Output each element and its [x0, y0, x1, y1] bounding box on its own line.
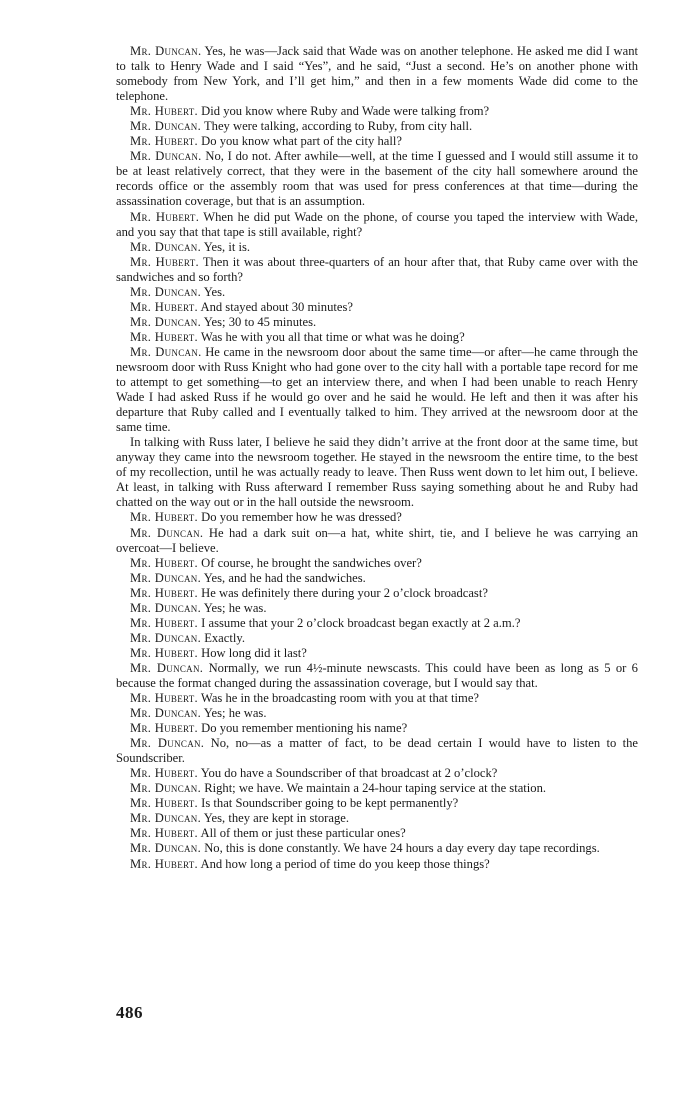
testimony-paragraph: [116, 149, 638, 209]
testimony-text: They were talking, according to Ruby, from city hall.: [201, 119, 473, 134]
testimony-text: And how long a period of time do you keep those things?: [198, 856, 490, 871]
speaker-label: Mr. Hubert.: [130, 209, 200, 224]
testimony-text: How long did it last?: [198, 645, 307, 660]
testimony-text: He was definitely there during your 2 o’clock broadcast?: [198, 585, 488, 600]
testimony-paragraph: [116, 841, 638, 856]
testimony-paragraph: [116, 781, 638, 796]
testimony-text: Do you remember mentioning his name?: [198, 721, 408, 736]
testimony-text: Of course, he brought the sandwiches over?: [198, 555, 422, 570]
speaker-label: Mr. Hubert.: [130, 254, 199, 269]
speaker-label: Mr. Duncan.: [130, 600, 202, 615]
testimony-text: Right; we have. We maintain a 24-hour taping service at the station.: [201, 781, 547, 796]
speaker-label: Mr. Hubert.: [130, 615, 199, 630]
testimony-text: Then it was about three-quarters of an hour after that, that Ruby came over with the sandwiches and so forth?: [116, 254, 638, 284]
testimony-paragraph: [116, 104, 638, 119]
testimony-text: No, no—as a matter of fact, to be dead certain I would have to listen to the Soundscriber.: [116, 736, 639, 766]
testimony-paragraph: [116, 601, 638, 616]
testimony-text: Yes, he was—Jack said that Wade was on another telephone. He asked me did I want to talk to Henry Wade and I said “Yes”, and he said, “Just a second. He’s on another phone with somebody from New York, and I’ll get him,” and then in a few moments Wade did come to the telephone.: [116, 44, 638, 104]
testimony-text: Yes; 30 to 45 minutes.: [201, 314, 317, 329]
testimony-paragraph: [116, 134, 638, 149]
testimony-paragraph: [116, 661, 638, 691]
testimony-text: And stayed about 30 minutes?: [198, 299, 353, 314]
testimony-paragraph: [116, 826, 638, 841]
speaker-label: Mr. Duncan.: [130, 706, 202, 721]
testimony-paragraph: [116, 300, 638, 315]
speaker-label: Mr. Duncan.: [130, 119, 202, 134]
speaker-label: Mr. Duncan.: [130, 630, 202, 645]
speaker-label: Mr. Hubert.: [130, 856, 199, 871]
speaker-label: Mr. Hubert.: [130, 104, 199, 119]
testimony-paragraph: [116, 510, 638, 525]
testimony-paragraph: [116, 255, 638, 285]
testimony-paragraph: [116, 691, 638, 706]
testimony-paragraph: [116, 631, 638, 646]
speaker-label: Mr. Hubert.: [130, 555, 199, 570]
testimony-text: When he did put Wade on the phone, of course you taped the interview with Wade, and you say that that tape is still available, right?: [116, 209, 638, 239]
speaker-label: Mr. Hubert.: [130, 645, 199, 660]
testimony-text: Normally, we run 4½-minute newscasts. This could have been as long as 5 or 6 because the format changed during the assassination coverage, but I would say that.: [116, 660, 638, 690]
testimony-text: Yes; he was.: [201, 706, 267, 721]
testimony-paragraph: [116, 330, 638, 345]
page-number: 486: [116, 1003, 143, 1022]
testimony-text: Is that Soundscriber going to be kept permanently?: [198, 796, 459, 811]
testimony-text: In talking with Russ later, I believe he said they didn’t arrive at the front door at the same time, but anyway they came into the newsroom together. He stayed in the newsroom the entire time, to the best of my recollection, until he was actually ready to leave. Then Russ went down to let him out, I believe. At least, in talking with Russ afterward I remember Russ saying something about he and Ruby had chatted on the way out or in the hall outside the newsroom.: [116, 435, 638, 510]
testimony-text: All of them or just these particular ones?: [198, 826, 406, 841]
testimony-text: Do you remember how he was dressed?: [198, 510, 402, 525]
speaker-label: Mr. Duncan.: [130, 44, 202, 58]
testimony-paragraph: [116, 857, 638, 872]
testimony-text: Yes, it is.: [201, 239, 251, 254]
testimony-text: He had a dark suit on—a hat, white shirt, tie, and I believe he was carrying an overcoat—I believe.: [116, 525, 638, 555]
testimony-paragraph: [116, 240, 638, 255]
speaker-label: Mr. Duncan.: [130, 736, 205, 751]
testimony-text: Yes, and he had the sandwiches.: [201, 570, 366, 585]
speaker-label: Mr. Duncan.: [130, 284, 202, 299]
speaker-label: Mr. Duncan.: [130, 525, 204, 540]
testimony-paragraph: [116, 285, 638, 300]
testimony-text: Yes.: [201, 284, 226, 299]
testimony-text: Yes, they are kept in storage.: [201, 811, 349, 826]
testimony-paragraph: [116, 526, 638, 556]
speaker-label: Mr. Duncan.: [130, 239, 202, 254]
speaker-label: Mr. Duncan.: [130, 811, 202, 826]
testimony-text: You do have a Soundscriber of that broadcast at 2 o’clock?: [198, 766, 498, 781]
testimony-paragraph: [116, 556, 638, 571]
speaker-label: Mr. Hubert.: [130, 826, 199, 841]
testimony-text: I assume that your 2 o’clock broadcast began exactly at 2 a.m.?: [198, 615, 521, 630]
speaker-label: Mr. Duncan.: [130, 660, 204, 675]
testimony-paragraph: [116, 721, 638, 736]
speaker-label: Mr. Hubert.: [130, 585, 199, 600]
speaker-label: Mr. Hubert.: [130, 299, 199, 314]
testimony-paragraph: [116, 119, 638, 134]
testimony-paragraph: [116, 616, 638, 631]
testimony-paragraph: [116, 435, 638, 510]
speaker-label: Mr. Hubert.: [130, 796, 199, 811]
testimony-paragraph: [116, 706, 638, 721]
speaker-label: Mr. Hubert.: [130, 510, 199, 525]
testimony-paragraph: [116, 345, 638, 435]
testimony-text: He came in the newsroom door about the same time—or after—he came through the newsroom door with Russ Knight who had gone over to the city hall with a portable tape record for me to attempt to get something—to get an interview there, and when I had been unable to reach Henry Wade I had asked Russ if he would go over and he said he would. He left and then it was after his departure that Ruby called and I eventually talked to him. They arrived at the newsroom door at the same time.: [116, 344, 638, 435]
testimony-paragraph: [116, 571, 638, 586]
testimony-text: Was he in the broadcasting room with you at that time?: [198, 691, 480, 706]
speaker-label: Mr. Hubert.: [130, 691, 199, 706]
testimony-text: Yes; he was.: [201, 600, 267, 615]
speaker-label: Mr. Hubert.: [130, 134, 199, 149]
speaker-label: Mr. Duncan.: [130, 344, 202, 359]
testimony-paragraph: [116, 811, 638, 826]
testimony-text: Do you know what part of the city hall?: [198, 134, 402, 149]
speaker-label: Mr. Duncan.: [130, 570, 202, 585]
speaker-label: Mr. Duncan.: [130, 149, 202, 164]
testimony-paragraph: [116, 210, 638, 240]
testimony-text: Exactly.: [201, 630, 245, 645]
testimony-paragraph: [116, 796, 638, 811]
testimony-text: Was he with you all that time or what was he doing?: [198, 329, 465, 344]
testimony-paragraph: [116, 586, 638, 601]
testimony-text: Did you know where Ruby and Wade were talking from?: [198, 104, 490, 119]
speaker-label: Mr. Hubert.: [130, 721, 199, 736]
speaker-label: Mr. Duncan.: [130, 781, 202, 796]
testimony-paragraph: [116, 766, 638, 781]
testimony-text: No, this is done constantly. We have 24 hours a day every day tape recordings.: [201, 841, 600, 856]
testimony-paragraph: [116, 315, 638, 330]
speaker-label: Mr. Duncan.: [130, 841, 202, 856]
testimony-text: No, I do not. After awhile—well, at the time I guessed and I would still assume it to be at least relatively correct, that they were in the basement of the city hall somewhere around the records office or the assembly room that was used for press conferences at that time—during the assassination coverage, but that is an assumption.: [116, 149, 638, 209]
speaker-label: Mr. Hubert.: [130, 766, 199, 781]
speaker-label: Mr. Duncan.: [130, 314, 202, 329]
speaker-label: Mr. Hubert.: [130, 329, 199, 344]
testimony-paragraph: [116, 736, 638, 766]
transcript-page: [116, 44, 638, 872]
testimony-paragraph: [116, 44, 638, 104]
testimony-paragraph: [116, 646, 638, 661]
